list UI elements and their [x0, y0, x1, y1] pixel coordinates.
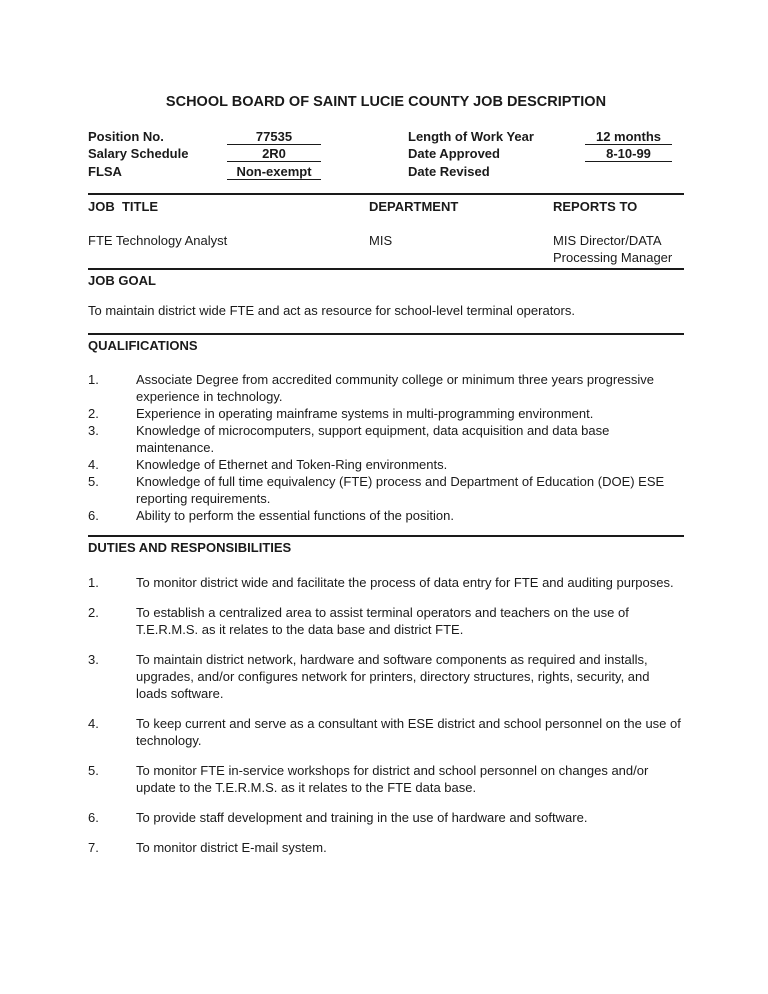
- list-item-text: To monitor district E-mail system.: [136, 839, 327, 855]
- field-label: Salary Schedule: [88, 146, 189, 162]
- job-goal-heading: JOB GOAL: [88, 272, 156, 288]
- header-fields-right: [408, 128, 684, 180]
- qualifications-heading: QUALIFICATIONS: [88, 337, 198, 353]
- document-content: [88, 93, 684, 856]
- cell-job-title: FTE Technology Analyst: [88, 232, 228, 248]
- field-label: Position No.: [88, 129, 164, 144]
- field-row: [88, 128, 408, 145]
- list-item-number: 3.: [88, 651, 99, 667]
- job-info-table: [88, 198, 684, 266]
- list-item-text: To establish a centralized area to assist terminal operators and teachers on the use of T.E.R.M.S. as it relates to the data base and district FTE.: [136, 604, 629, 637]
- duty-item: [88, 651, 684, 702]
- list-item-text: To monitor district wide and facilitate the process of data entry for FTE and auditing purposes.: [136, 574, 674, 590]
- qualification-item: [88, 507, 684, 524]
- field-value: 12 months: [585, 129, 672, 145]
- column-header-job-title: JOB TITLE: [88, 198, 159, 214]
- list-item-number: 4.: [88, 456, 99, 472]
- list-item-number: 5.: [88, 762, 99, 778]
- list-item-text: To maintain district network, hardware and software components as required and installs, upgrades, and/or configures network for printers, directory structures, rights, security, and loads software.: [136, 651, 650, 701]
- field-label: FLSA: [88, 163, 122, 179]
- duty-item: [88, 809, 684, 826]
- qualification-item: [88, 473, 684, 507]
- field-value: 8-10-99: [585, 146, 672, 162]
- duties-list: [88, 574, 684, 856]
- field-row: [408, 163, 684, 180]
- column-header-reports-to: REPORTS TO: [553, 198, 638, 214]
- field-value: 77535: [227, 129, 321, 145]
- header-fields: [88, 128, 684, 180]
- list-item-text: Knowledge of Ethernet and Token-Ring environments.: [136, 456, 448, 472]
- list-item-text: Associate Degree from accredited community college or minimum three years progressive experience in technology.: [136, 371, 655, 404]
- field-row: [408, 145, 684, 162]
- list-item-number: 5.: [88, 473, 99, 489]
- list-item-number: 1.: [88, 371, 99, 387]
- list-item-number: 7.: [88, 839, 99, 855]
- duty-item: [88, 839, 684, 856]
- list-item-number: 2.: [88, 405, 99, 421]
- list-item-number: 2.: [88, 604, 99, 620]
- list-item-number: 1.: [88, 574, 99, 590]
- field-label: Date Approved: [408, 146, 500, 162]
- list-item-number: 6.: [88, 507, 99, 523]
- duty-item: [88, 604, 684, 638]
- job-goal-text: To maintain district wide FTE and act as resource for school-level terminal operators.: [88, 302, 575, 318]
- field-row: [88, 163, 408, 180]
- qualification-item: [88, 422, 684, 456]
- qualification-item: [88, 371, 684, 405]
- field-value: 2R0: [227, 146, 321, 162]
- field-value: Non-exempt: [227, 164, 321, 180]
- column-header-department: DEPARTMENT: [369, 198, 459, 214]
- field-row: [88, 145, 408, 162]
- duty-item: [88, 762, 684, 796]
- qualification-item: [88, 405, 684, 422]
- header-fields-left: [88, 128, 408, 180]
- list-item-text: To provide staff development and training in the use of hardware and software.: [136, 809, 588, 825]
- duty-item: [88, 574, 684, 591]
- list-item-text: To monitor FTE in-service workshops for district and school personnel on changes and/or update to the T.E.R.M.S. as it relates to the FTE data base.: [136, 762, 649, 795]
- list-item-number: 3.: [88, 422, 99, 438]
- divider-above-job-title: [88, 193, 684, 195]
- cell-reports-to: MIS Director/DATA Processing Manager: [553, 232, 673, 265]
- field-label: Date Revised: [408, 163, 490, 179]
- field-label: Length of Work Year: [408, 129, 534, 144]
- field-row: [408, 128, 684, 145]
- list-item-text: Experience in operating mainframe systems in multi-programming environment.: [136, 405, 594, 421]
- list-item-text: Knowledge of full time equivalency (FTE) process and Department of Education (DOE) ESE reporting requirements.: [136, 473, 665, 506]
- qualifications-list: [88, 371, 684, 524]
- list-item-text: To keep current and serve as a consultant with ESE district and school personnel on the use of technology.: [136, 715, 681, 748]
- duty-item: [88, 715, 684, 749]
- list-item-text: Knowledge of microcomputers, support equipment, data acquisition and data base maintenance.: [136, 422, 610, 455]
- duties-heading: DUTIES AND RESPONSIBILITIES: [88, 539, 292, 555]
- list-item-text: Ability to perform the essential functions of the position.: [136, 507, 454, 523]
- list-item-number: 6.: [88, 809, 99, 825]
- document-title: SCHOOL BOARD OF SAINT LUCIE COUNTY JOB DESCRIPTION: [165, 94, 607, 110]
- qualification-item: [88, 456, 684, 473]
- cell-department: MIS: [369, 232, 393, 248]
- list-item-number: 4.: [88, 715, 99, 731]
